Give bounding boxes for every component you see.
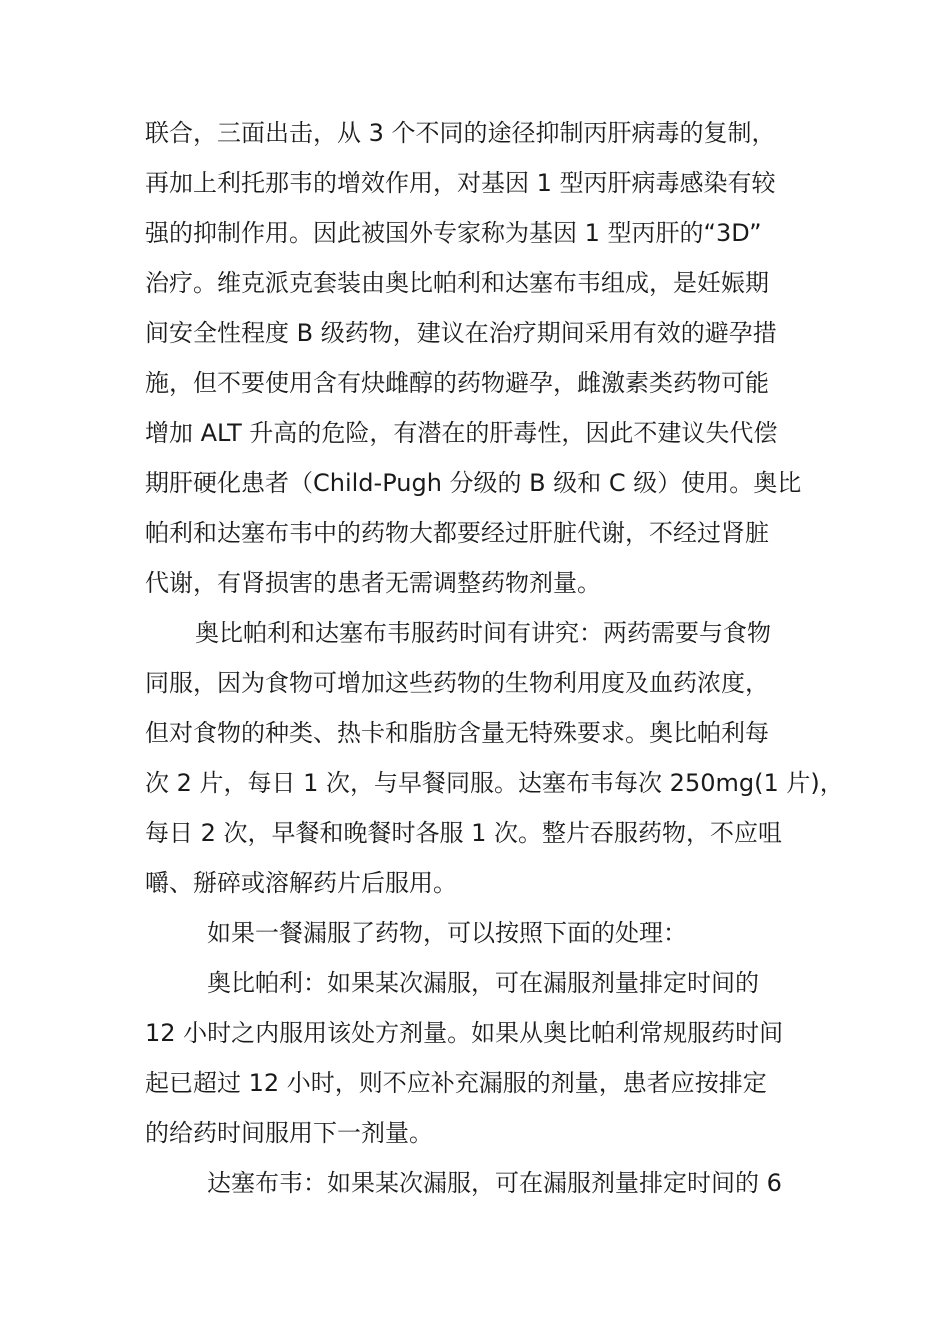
paragraph-4-line-1: 奥比帕利：如果某次漏服，可在漏服剂量排定时间的 [207, 969, 759, 997]
paragraph-4-line-3: 起已超过 12 小时，则不应补充漏服的剂量，患者应按排定 [145, 1069, 767, 1097]
paragraph-1-line-2: 再加上利托那韦的增效作用，对基因 1 型丙肝病毒感染有较 [145, 169, 776, 197]
paragraph-1-line-1: 联合，三面出击，从 3 个不同的途径抑制丙肝病毒的复制， [145, 119, 776, 147]
paragraph-2-line-6: 嚼、掰碎或溶解药片后服用。 [145, 869, 457, 897]
paragraph-1-line-3: 强的抑制作用。因此被国外专家称为基因 1 型丙肝的“3D” [145, 219, 762, 247]
paragraph-1-line-7: 增加 ALT 升高的危险，有潜在的肝毒性，因此不建议失代偿 [145, 419, 778, 447]
paragraph-2-line-5: 每日 2 次，早餐和晚餐时各服 1 次。整片吞服药物，不应咀 [145, 819, 783, 847]
paragraph-2-line-1: 奥比帕利和达塞布韦服药时间有讲究：两药需要与食物 [195, 619, 771, 647]
paragraph-2-line-4: 次 2 片，每日 1 次，与早餐同服。达塞布韦每次 250mg(1 片)， [145, 769, 844, 797]
paragraph-3-line-1: 如果一餐漏服了药物，可以按照下面的处理： [207, 919, 687, 947]
paragraph-1-line-6: 施，但不要使用含有炔雌醇的药物避孕，雌激素类药物可能 [145, 369, 769, 397]
paragraph-1-line-5: 间安全性程度 B 级药物，建议在治疗期间采用有效的避孕措 [145, 319, 777, 347]
paragraph-2-line-2: 同服，因为食物可增加这些药物的生物利用度及血药浓度， [145, 669, 769, 697]
paragraph-1-line-8: 期肝硬化患者（Child-Pugh 分级的 B 级和 C 级）使用。奥比 [145, 469, 802, 497]
paragraph-1-line-4: 治疗。维克派克套装由奥比帕利和达塞布韦组成，是妊娠期 [145, 269, 769, 297]
paragraph-1-line-9: 帕利和达塞布韦中的药物大都要经过肝脏代谢，不经过肾脏 [145, 519, 769, 547]
paragraph-4-line-4: 的给药时间服用下一剂量。 [145, 1119, 433, 1147]
paragraph-2-line-3: 但对食物的种类、热卡和脂肪含量无特殊要求。奥比帕利每 [145, 719, 769, 747]
paragraph-5-line-1: 达塞布韦：如果某次漏服，可在漏服剂量排定时间的 6 [207, 1169, 782, 1197]
paragraph-1-line-10: 代谢，有肾损害的患者无需调整药物剂量。 [145, 569, 601, 597]
paragraph-4-line-2: 12 小时之内服用该处方剂量。如果从奥比帕利常规服药时间 [145, 1019, 784, 1047]
